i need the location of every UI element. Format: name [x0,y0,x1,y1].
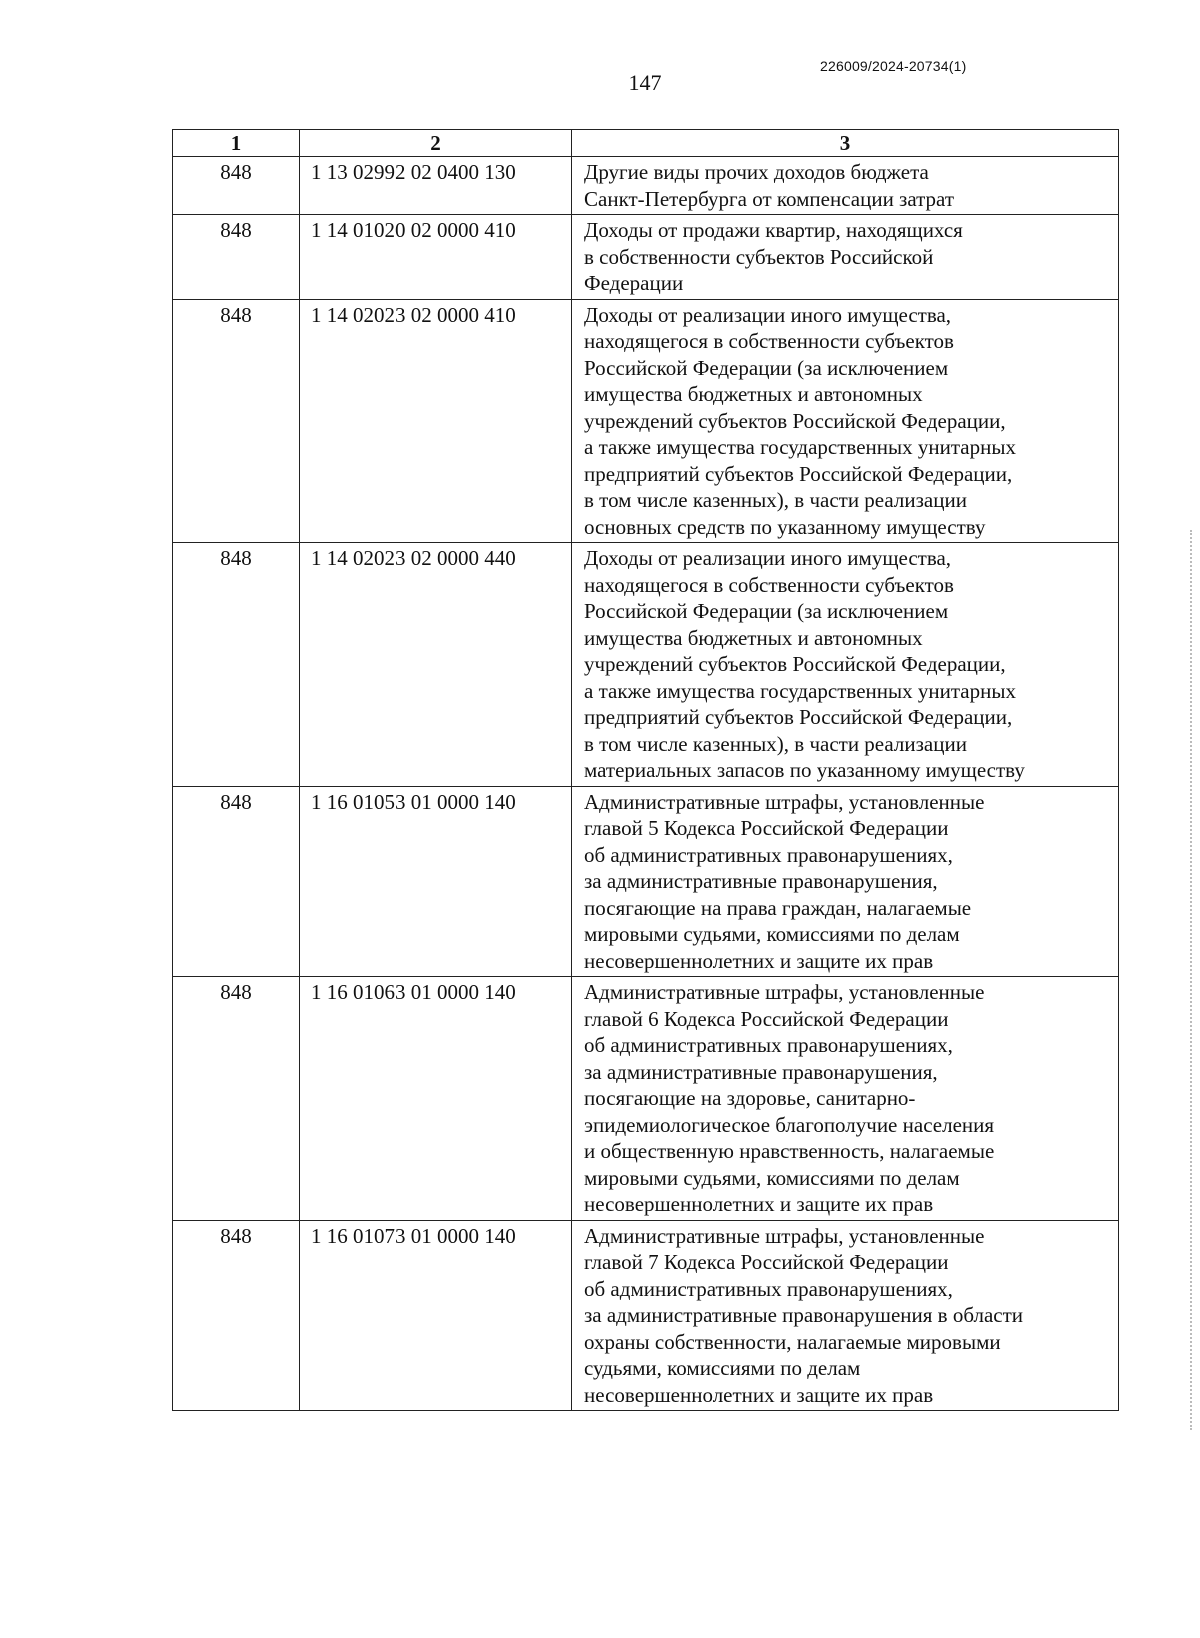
revenue-name-cell: Административные штрафы, установленные главой 5 Кодекса Российской Федерации об административных правонарушениях, за административные правонарушения, посягающие на права граждан, налагаемые мировыми судьями, комиссиями по делам несовершеннолетних и защите их прав [572,786,1119,977]
page-number: 147 [628,70,662,95]
table-row [173,543,1119,787]
table-row [173,299,1119,543]
admin-code-cell: 848 [173,215,300,300]
revenue-name-cell: Доходы от продажи квартир, находящихся в собственности субъектов Российской Федерации [572,215,1119,300]
revenue-code-cell: 1 14 02023 02 0000 410 [300,299,572,543]
table-row [173,215,1119,300]
admin-code-cell: 848 [173,977,300,1221]
revenue-name-cell: Доходы от реализации иного имущества, находящегося в собственности субъектов Российской Федерации (за исключением имущества бюджетных и автономных учреждений субъектов Российской Федерации, а также имущества государственных унитарных предприятий субъектов Российской Федерации, в том числе казенных), в части реализации материальных запасов по указанному имуществу [572,543,1119,787]
revenue-name-cell: Доходы от реализации иного имущества, находящегося в собственности субъектов Российской Федерации (за исключением имущества бюджетных и автономных учреждений субъектов Российской Федерации, а также имущества государственных унитарных предприятий субъектов Российской Федерации, в том числе казенных), в части реализации основных средств по указанному имуществу [572,299,1119,543]
revenue-code-cell: 1 16 01063 01 0000 140 [300,977,572,1221]
admin-code-cell: 848 [173,543,300,787]
revenue-code-cell: 1 13 02992 02 0400 130 [300,157,572,215]
revenue-code-cell: 1 16 01073 01 0000 140 [300,1220,572,1411]
revenue-codes-table [172,129,1119,1411]
table-row [173,1220,1119,1411]
admin-code-cell: 848 [173,299,300,543]
table-header-row [173,130,1119,157]
revenue-code-cell: 1 16 01053 01 0000 140 [300,786,572,977]
revenue-name-cell: Административные штрафы, установленные главой 7 Кодекса Российской Федерации об административных правонарушениях, за административные правонарушения в области охраны собственности, налагаемые мировыми судьями, комиссиями по делам несовершеннолетних и защите их прав [572,1220,1119,1411]
scan-edge-artifact [1188,530,1192,1430]
column-header-3: 3 [572,130,1119,157]
revenue-code-cell: 1 14 01020 02 0000 410 [300,215,572,300]
table-row [173,157,1119,215]
column-header-2: 2 [300,130,572,157]
revenue-code-cell: 1 14 02023 02 0000 440 [300,543,572,787]
admin-code-cell: 848 [173,786,300,977]
revenue-name-cell: Другие виды прочих доходов бюджета Санкт-Петербурга от компенсации затрат [572,157,1119,215]
table-row [173,786,1119,977]
admin-code-cell: 848 [173,1220,300,1411]
document-id: 226009/2024-20734(1) [820,58,967,74]
admin-code-cell: 848 [173,157,300,215]
column-header-1: 1 [173,130,300,157]
revenue-name-cell: Административные штрафы, установленные главой 6 Кодекса Российской Федерации об административных правонарушениях, за административные правонарушения, посягающие на здоровье, санитарно- эпидемиологическое благополучие населения и общественную нравственность, налагаемые мировыми судьями, комиссиями по делам несовершеннолетних и защите их прав [572,977,1119,1221]
table-row [173,977,1119,1221]
